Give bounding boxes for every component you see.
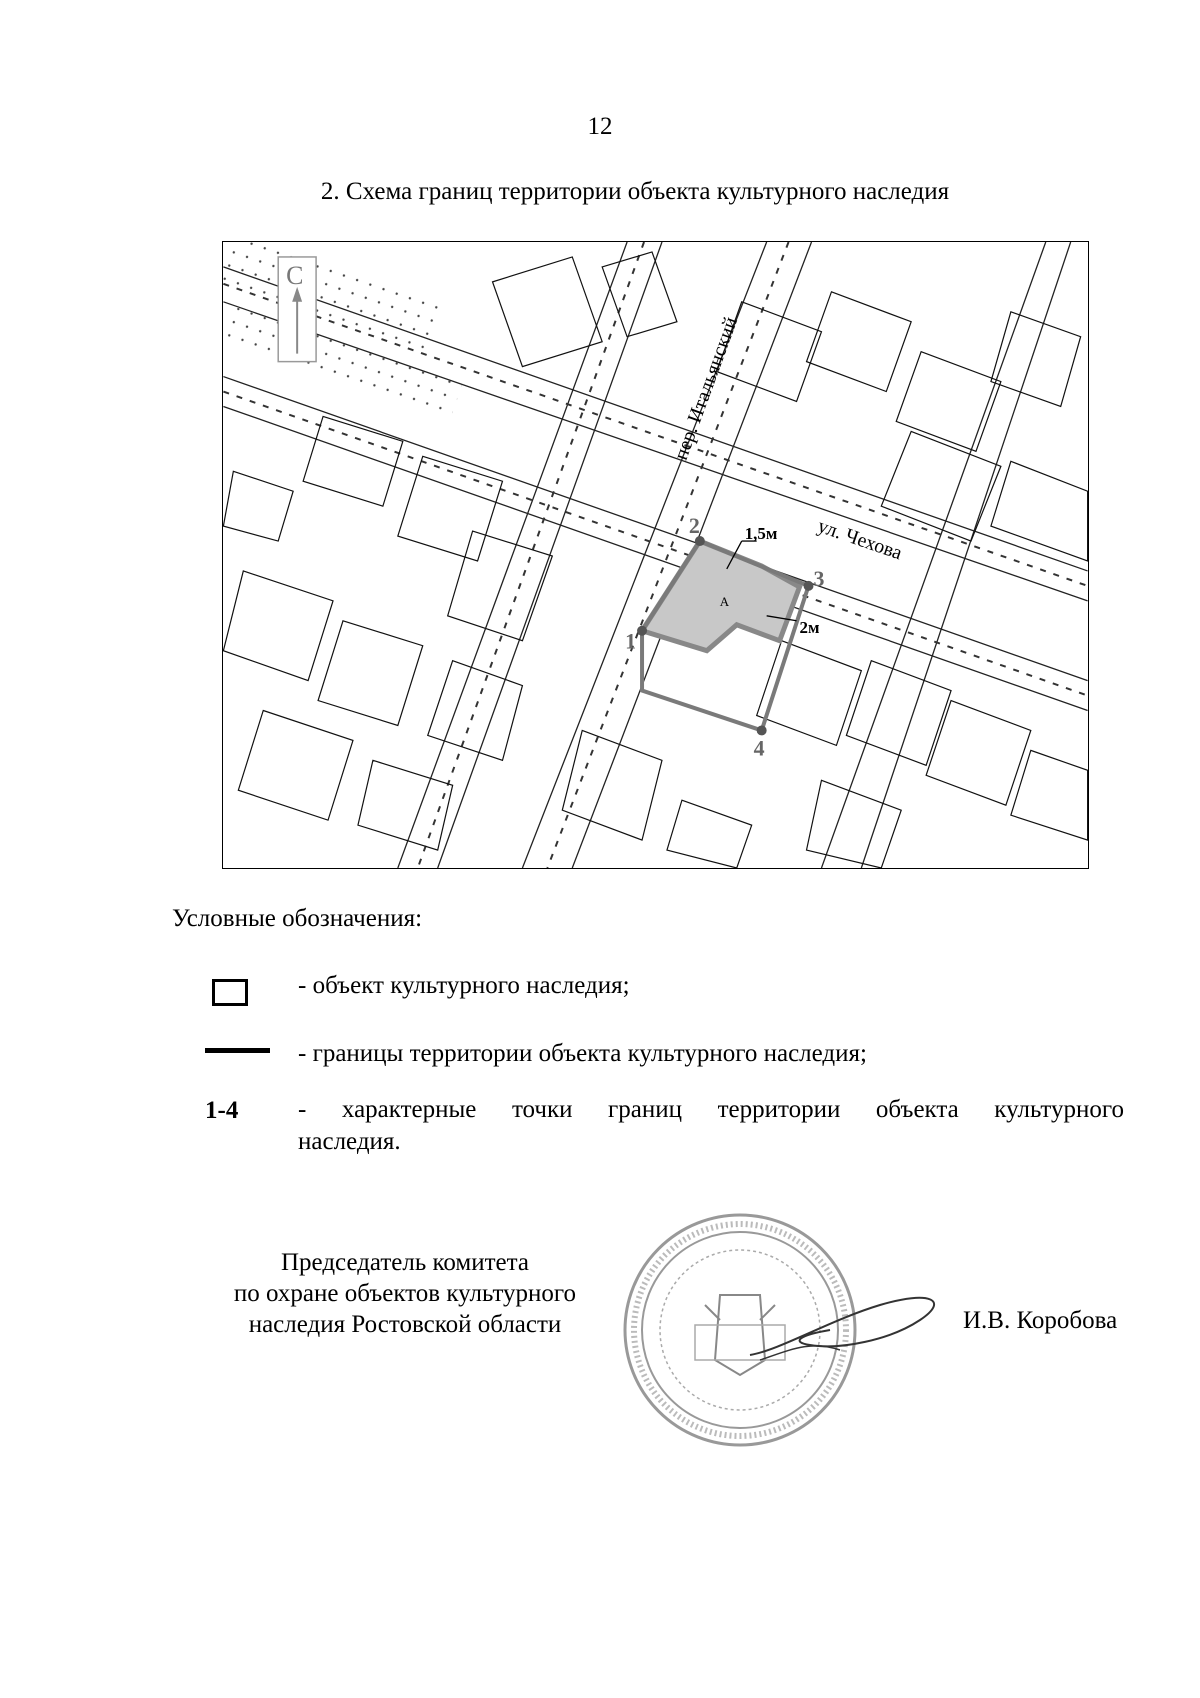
point-label-4: 4 (753, 735, 765, 761)
legend-title: Условные обозначения: (172, 905, 423, 932)
point-label-3: 3 (813, 565, 825, 591)
point-label-1: 1 (625, 628, 637, 654)
page-title: 2. Схема границ территории объекта культурного наследия (320, 178, 950, 205)
signatory-position-line1: Председатель комитета (281, 1249, 529, 1276)
legend-item-points-line1: - характерные точки границ территории объекта культурного (298, 1096, 1124, 1123)
map-scheme (222, 241, 1089, 869)
street-label-chekhova: ул. Чехова (814, 515, 905, 565)
point-label-2: 2 (688, 513, 700, 539)
legend-object-symbol-icon (212, 979, 248, 1006)
signatory-position-line3: наследия Ростовской области (248, 1311, 562, 1338)
page-number: 12 (587, 113, 613, 140)
street-label-italyansky: пер. Итальянский (669, 314, 743, 464)
legend-item-points-line2: наследия. (298, 1128, 401, 1155)
handwritten-signature (720, 1280, 960, 1380)
legend-item-boundary: - границы территории объекта культурного наследия; (298, 1040, 867, 1067)
object-label: А (719, 593, 730, 609)
legend-item-object: - объект культурного наследия; (298, 972, 630, 999)
dimension-label-2: 2м (799, 617, 820, 637)
map-svg (223, 242, 1088, 868)
legend-boundary-line-icon (205, 1048, 270, 1053)
north-label: С (286, 260, 304, 290)
signatory-position-line2: по охране объектов культурного (233, 1280, 577, 1307)
signer-name: И.В. Коробова (963, 1307, 1118, 1334)
legend-points-symbol: 1-4 (205, 1097, 239, 1124)
dimension-label-1: 1,5м (744, 524, 778, 544)
north-arrow-icon (278, 257, 316, 362)
signatory-position (190, 1247, 620, 1340)
